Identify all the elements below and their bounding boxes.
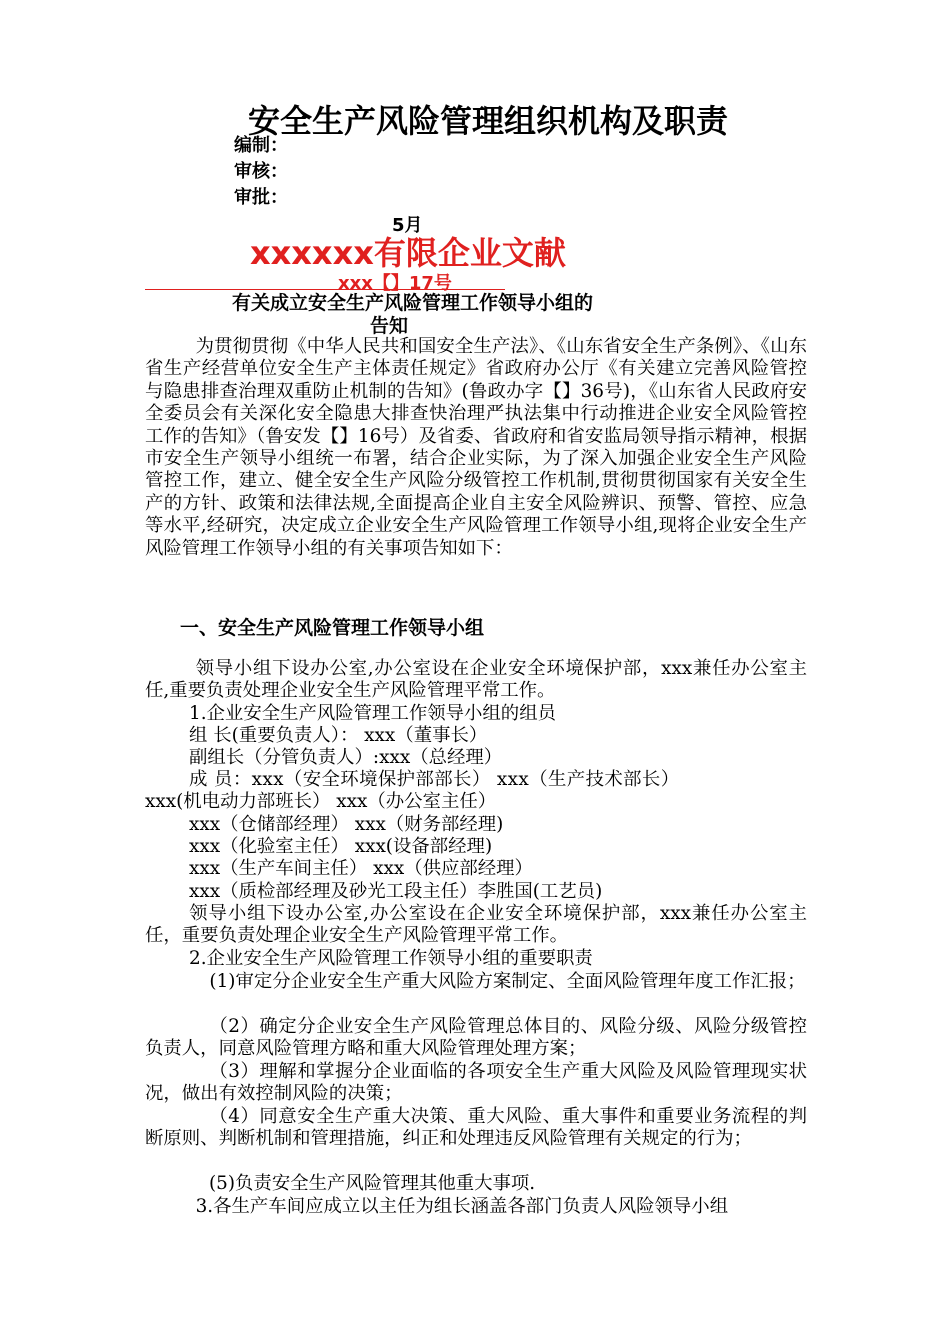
red-divider-line <box>145 289 505 290</box>
duties-heading: 2.企业安全生产风险管理工作领导小组的重要职责 <box>189 948 593 969</box>
members-line-6: xxx（质检部经理及砂光工段主任）李胜国(工艺员) <box>189 881 603 902</box>
office-paragraph-1: 领导小组下设办公室,办公室设在企业安全环境保护部，xxx兼任办公室主任,重要负责处理企业安全生产风险管理平常工作。 <box>145 658 807 702</box>
members-line-2: xxx(机电动力部班长） xxx（办公室主任） <box>145 791 497 812</box>
members-heading: 1.企业安全生产风险管理工作领导小组的组员 <box>189 703 556 724</box>
reviewer-label: 审核： <box>234 161 288 182</box>
deputy-leader-line: 副组长（分管负责人）:xxx（总经理） <box>189 747 503 768</box>
duty-3: （3）理解和掌握分企业面临的各项安全生产重大风险及风险管理现实状况，做出有效控制风险的决策； <box>145 1061 807 1105</box>
duty-2: （2）确定分企业安全生产风险管理总体目的、风险分级、风险分级管控负责人，同意风险管理方略和重大风险管理处理方案； <box>145 1016 807 1060</box>
approver-label: 审批： <box>234 187 288 208</box>
red-letterhead: xxxxxx有限企业文献 <box>250 234 566 272</box>
members-line-4: xxx（化验室主任） xxx(设备部经理) <box>189 836 493 857</box>
document-number: xxx【】17号 <box>338 273 452 294</box>
notice-title-line-2: 告知 <box>370 315 409 337</box>
editor-label: 编制： <box>234 135 288 156</box>
item-3: 3.各生产车间应成立以主任为组长涵盖各部门负责人风险领导小组 <box>195 1196 729 1217</box>
leader-line: 组 长(重要负责人）： xxx（董事长） <box>189 725 488 746</box>
members-line-1: 成 员：xxx（安全环境保护部部长） xxx（生产技术部长） <box>189 769 680 790</box>
notice-title <box>232 292 692 338</box>
intro-paragraph: 为贯彻贯彻《中华人民共和国安全生产法》、《山东省安全生产条例》、《山东省生产经营单位安全生产主体责任规定》省政府办公厅《有关建立完善风险管控与隐患排查治理双重防止机制的告知》(鲁政办字【】36号)，《山东省人民政府安全委员会有关深化安全隐患大排查快治理严执法集中行动推进企业安全风险管控工作的告知》（鲁安发【】16号）及省委、省政府和省安监局领导指示精神，根据市安全生产领导小组统一布署，结合企业实际，为了深入加强企业安全生产风险管控工作，建立、健全安全生产风险分级管控工作机制,贯彻贯彻国家有关安全生产的方针、政策和法律法规,全面提高企业自主安全风险辨识、预警、管控、应急等水平,经研究，决定成立企业安全生产风险管理工作领导小组,现将企业安全生产风险管理工作领导小组的有关事项告知如下： <box>145 336 807 559</box>
document-title: 安全生产风险管理组织机构及职责 <box>248 102 729 140</box>
notice-title-line-1: 有关成立安全生产风险管理工作领导小组的 <box>232 292 594 314</box>
section-1-heading: 一、安全生产风险管理工作领导小组 <box>180 617 485 639</box>
duty-4: （4）同意安全生产重大决策、重大风险、重大事件和重要业务流程的判断原则、判断机制和管理措施，纠正和处理违反风险管理有关规定的行为； <box>145 1106 807 1150</box>
members-line-5: xxx（生产车间主任） xxx（供应部经理） <box>189 858 533 879</box>
duty-1: (1)审定分企业安全生产重大风险方案制定、全面风险管理年度工作汇报； <box>209 971 806 992</box>
month-label: 5月 <box>392 215 423 236</box>
office-paragraph-2: 领导小组下设办公室,办公室设在企业安全环境保护部，xxx兼任办公室主任，重要负责处理企业安全生产风险管理平常工作。 <box>145 903 807 947</box>
members-line-3: xxx（仓储部经理） xxx（财务部经理) <box>189 814 504 835</box>
duty-5: (5)负责安全生产风险管理其他重大事项. <box>209 1173 536 1194</box>
